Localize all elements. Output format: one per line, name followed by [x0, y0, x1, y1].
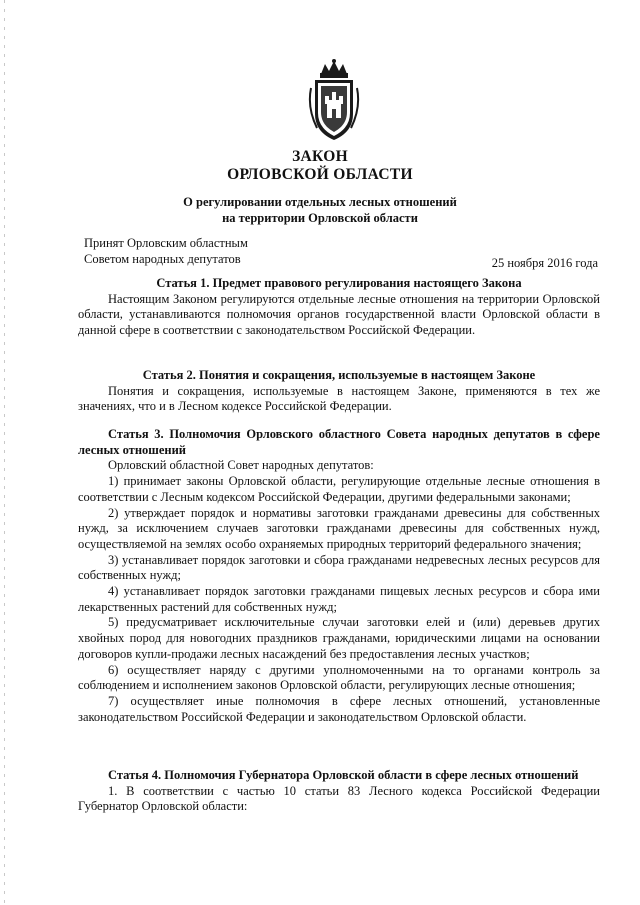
- article-4-heading: Статья 4. Полномочия Губернатора Орловской области в сфере лесных отношений: [108, 768, 579, 782]
- adoption-date: 25 ноября 2016 года: [491, 256, 598, 270]
- article-3-item: 7) осуществляет иные полномочия в сфере лесных отношений, установленные законодательством Российской Федерации и законодательством Орловской области.: [78, 693, 600, 724]
- subtitle-line-2: на территории Орловской области: [222, 211, 418, 225]
- article-2: [78, 368, 600, 415]
- article-2-heading: Статья 2. Понятия и сокращения, используемые в настоящем Законе: [142, 368, 536, 382]
- article-3-intro: Орловский областной Совет народных депутатов:: [108, 458, 374, 473]
- article-3-item: 5) предусматривает исключительные случаи заготовки елей и (или) деревьев других хвойных пород для новогодних праздников гражданами, юридическими лицами на основании договоров купли-продажи лесных насаждений без предоставления лесных участков;: [78, 615, 600, 661]
- article-1-text: Настоящим Законом регулируются отдельные лесные отношения на территории Орловской области, устанавливаются полномочия органов государственной власти Орловской области в данной сфере в соответствии с законодательством Российской Федерации.: [78, 291, 600, 338]
- article-1: [78, 276, 600, 339]
- article-3-item: 1) принимает законы Орловской области, регулирующие отдельные лесные отношения в соответствии с Лесным кодексом Российской Федерации, другими федеральными законами;: [78, 474, 600, 504]
- subtitle-line-1: О регулировании отдельных лесных отношений: [183, 195, 457, 209]
- article-3-heading: Статья 3. Полномочия Орловского областного Совета народных депутатов в сфере лесных отношений: [78, 427, 600, 457]
- article-3-item: 3) устанавливает порядок заготовки и сбора гражданами недревесных лесных ресурсов для собственных нужд;: [78, 552, 600, 583]
- article-3-item: 2) утверждает порядок и нормативы заготовки гражданами древесины для собственных нужд, за исключением случаев заготовки гражданами древесины для собственных нужд, осуществляемой на землях особо охраняемых природных территорий федерального значения;: [78, 505, 600, 551]
- article-1-heading: Статья 1. Предмет правового регулирования настоящего Закона: [156, 276, 522, 290]
- coat-of-arms-icon: [305, 58, 363, 142]
- adopted-line-1: Принят Орловским областным: [84, 236, 248, 250]
- adopted-by-block: [84, 235, 248, 267]
- adopted-line-2: Советом народных депутатов: [84, 252, 241, 266]
- document-type-title: ЗАКОН: [292, 148, 348, 165]
- article-3-item: 4) устанавливает порядок заготовки гражданами пищевых лесных ресурсов и сбора ими лекарственных растений для собственных нужд;: [78, 584, 600, 614]
- region-title: ОРЛОВСКОЙ ОБЛАСТИ: [227, 166, 413, 183]
- article-3-item: 6) осуществляет наряду с другими уполномоченными на то органами контроль за соблюдением и исполнением законов Орловской области, регулирующих лесные отношения;: [78, 662, 600, 693]
- law-subtitle: [0, 194, 640, 226]
- article-4-text: 1. В соответствии с частью 10 статьи 83 Лесного кодекса Российской Федерации Губернатор Орловской области:: [78, 783, 600, 814]
- article-2-text: Понятия и сокращения, используемые в настоящем Законе, применяются в тех же значениях, что и в Лесном кодексе Российской Федерации.: [78, 383, 600, 414]
- article-3: [78, 427, 600, 725]
- article-4: [78, 768, 600, 815]
